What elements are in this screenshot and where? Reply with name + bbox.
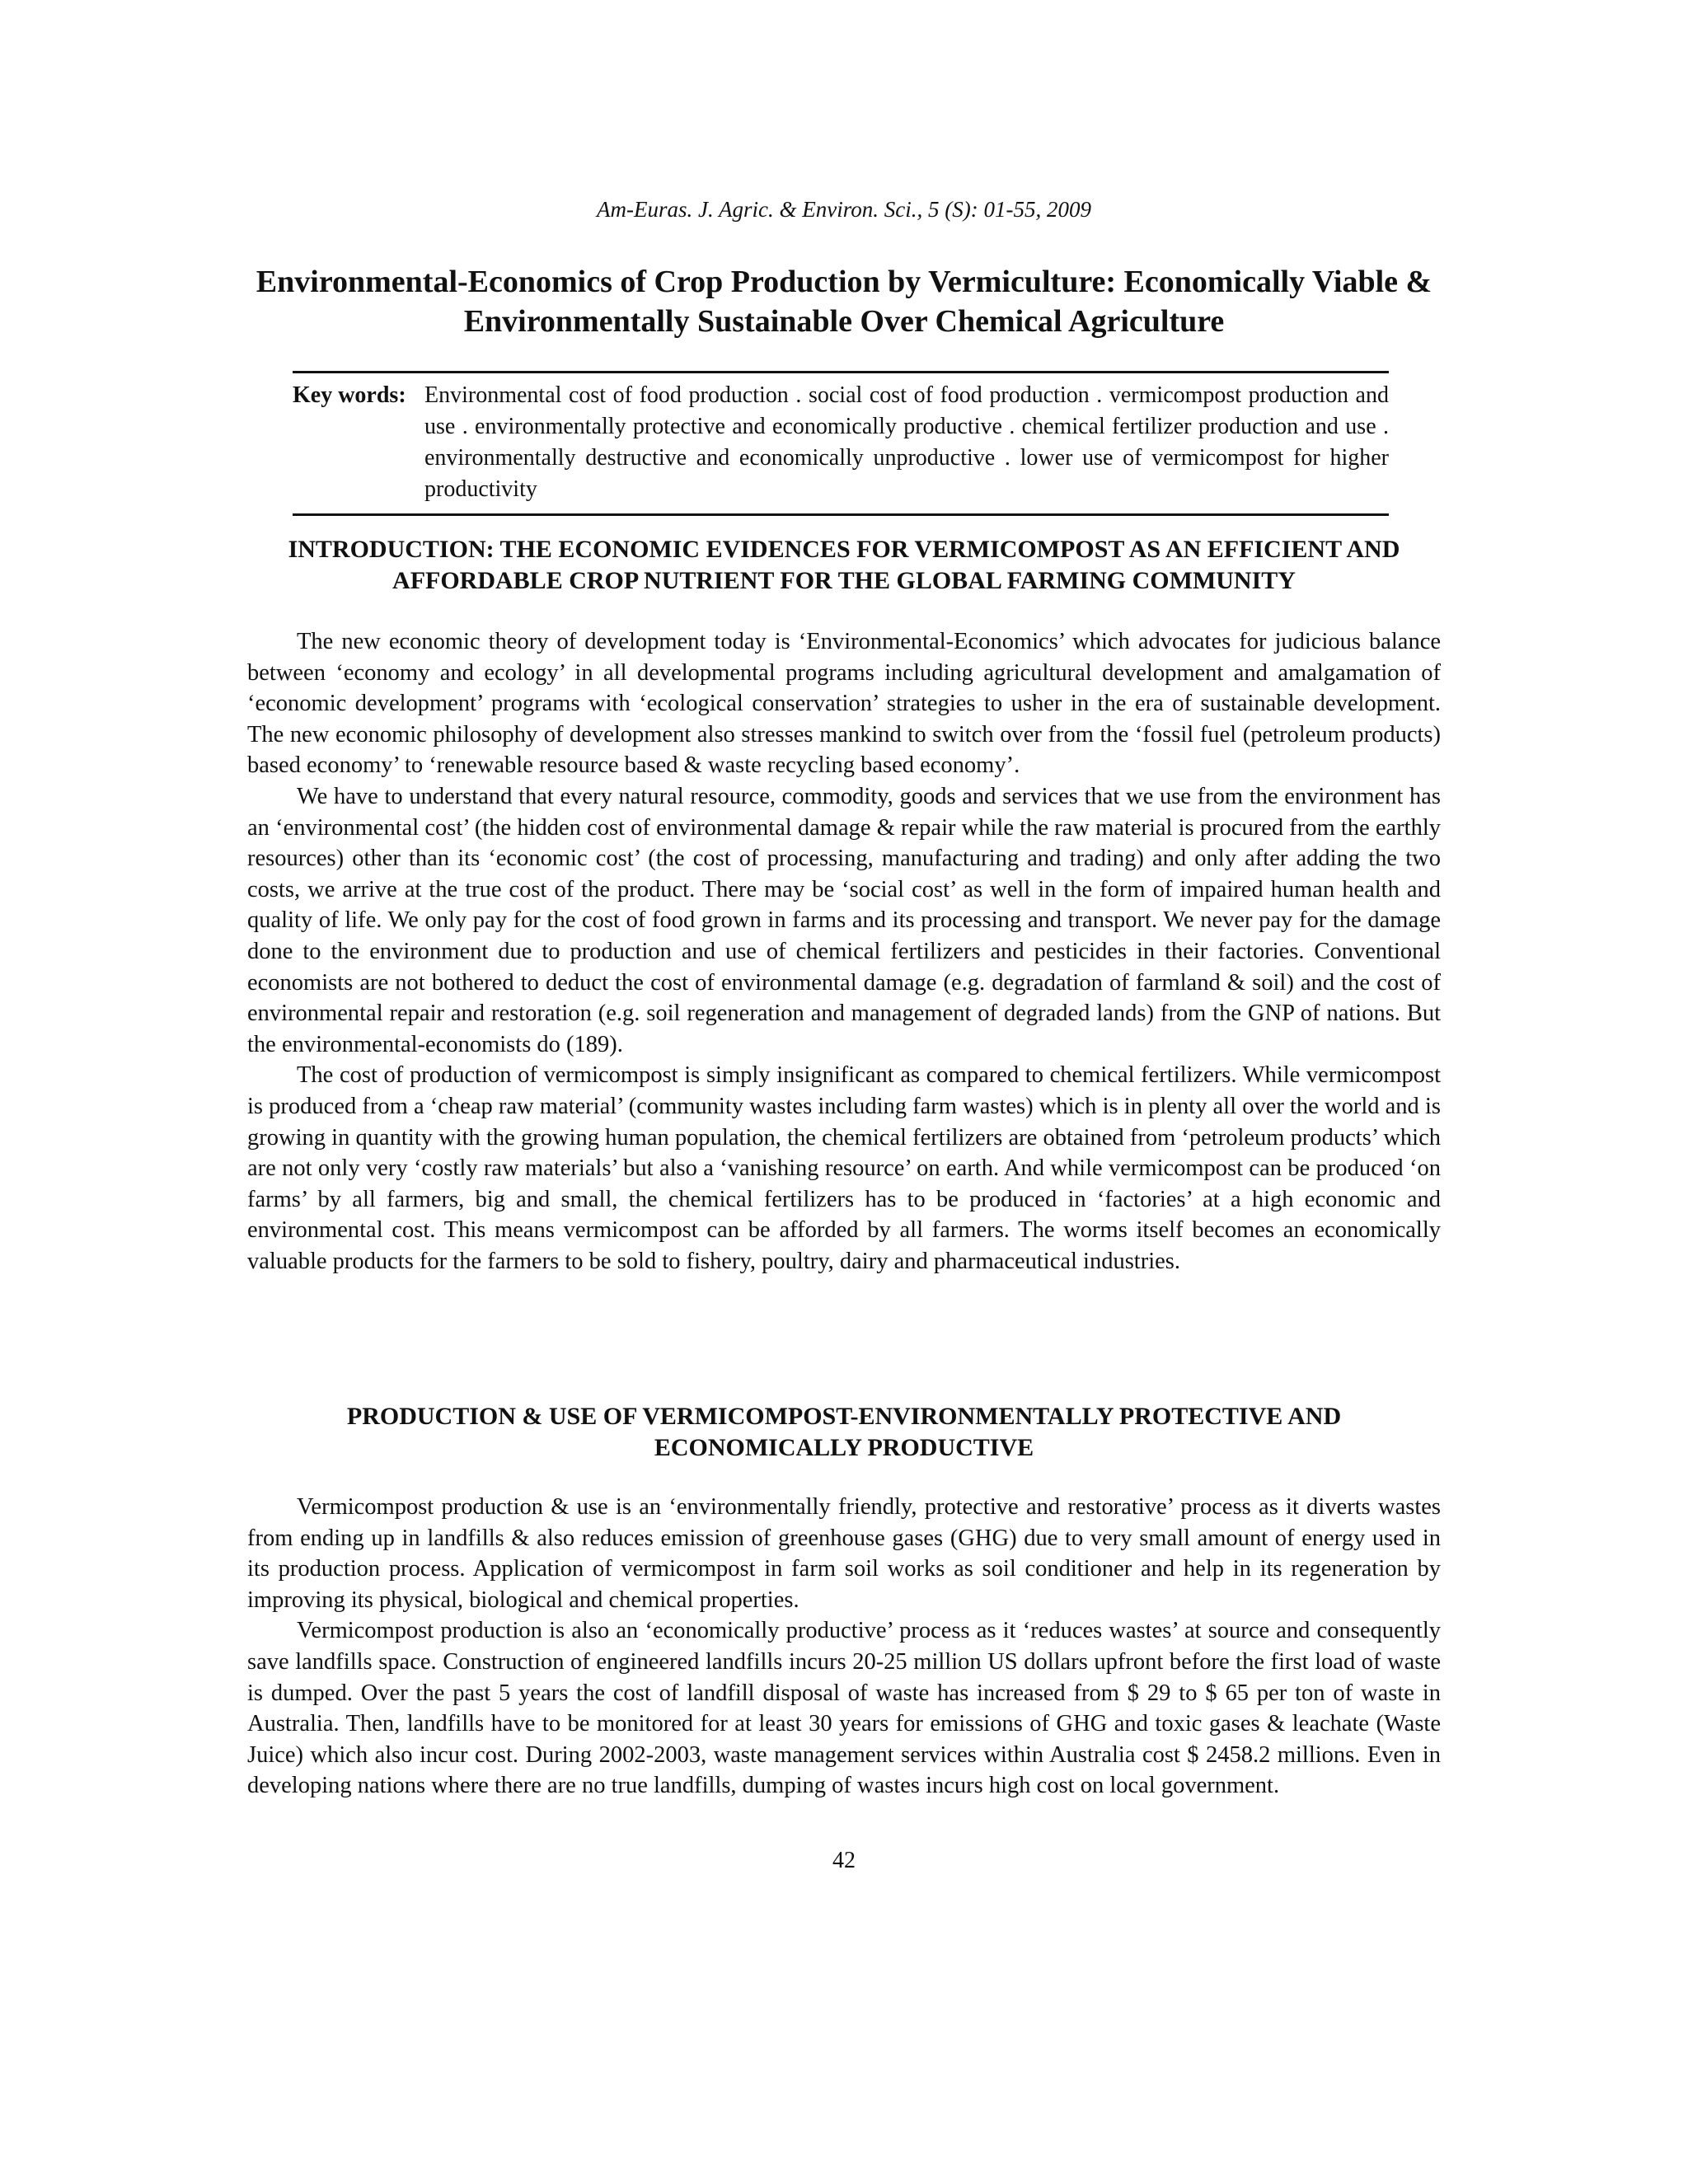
section-body-production: [247, 1492, 1441, 1802]
keywords-label: Key words:: [293, 382, 406, 408]
section-heading-introduction: INTRODUCTION: THE ECONOMIC EVIDENCES FOR VERMICOMPOST AS AN EFFICIENT AND AFFORDABLE CROP NUTRIENT FOR THE GLOBAL FARMING COMMUNITY: [288, 536, 1400, 594]
keywords-block: [293, 371, 1389, 516]
article-title: Environmental-Economics of Crop Production by Vermiculture: Economically Viable & Environmentally Sustainable Over Chemical Agriculture: [256, 265, 1432, 339]
page-number: 42: [832, 1848, 856, 1873]
section-heading-production: PRODUCTION & USE OF VERMICOMPOST-ENVIRONMENTALLY PROTECTIVE AND ECONOMICALLY PRODUCTIVE: [346, 1403, 1342, 1461]
paragraph: Vermicompost production & use is an ‘environmentally friendly, protective and restorative’ process as it diverts wastes from ending up in landfills & also reduces emission of greenhouse gases (GHG) due to very small amount of energy used in its production process. Application of vermicompost in farm soil works as soil conditioner and help in its regeneration by improving its physical, biological and chemical properties.: [247, 1494, 1441, 1613]
section-body-introduction: [247, 626, 1441, 1277]
paragraph: The cost of production of vermicompost is simply insignificant as compared to chemical fertilizers. While vermicompost is produced from a ‘cheap raw material’ (community wastes including farm wastes) which is in plenty all over the world and is growing in quantity with the growing human population, the chemical fertilizers are obtained from ‘petroleum products’ which are not only very ‘costly raw materials’ but also a ‘vanishing resource’ on earth. And while vermicompost can be produced ‘on farms’ by all farmers, big and small, the chemical fertilizers has to be produced in ‘factories’ at a high economic and environmental cost. This means vermicompost can be afforded by all farmers. The worms itself becomes an economically valuable products for the farmers to be sold to fishery, poultry, dairy and pharmaceutical industries.: [247, 1062, 1441, 1274]
paragraph: We have to understand that every natural resource, commodity, goods and services that we use from the environment has an ‘environmental cost’ (the hidden cost of environmental damage & repair while the raw material is procured from the earthly resources) other than its ‘economic cost’ (the cost of processing, manufacturing and trading) and only after adding the two costs, we arrive at the true cost of the product. There may be ‘social cost’ as well in the form of impaired human health and quality of life. We only pay for the cost of food grown in farms and its processing and transport. We never pay for the damage done to the environment due to production and use of chemical fertilizers and pesticides in their factories. Conventional economists are not bothered to deduct the cost of environmental damage (e.g. degradation of farmland & soil) and the cost of environmental repair and restoration (e.g. soil regeneration and management of degraded lands) from the GNP of nations. But the environmental-economists do (189).: [247, 783, 1441, 1057]
journal-citation: Am-Euras. J. Agric. & Environ. Sci., 5 (S): 01-55, 2009: [597, 197, 1091, 222]
paragraph: Vermicompost production is also an ‘economically productive’ process as it ‘reduces wastes’ at source and consequently save landfills space. Construction of engineered landfills incurs 20-25 million US dollars upfront before the first load of waste is dumped. Over the past 5 years the cost of landfill disposal of waste has increased from $ 29 to $ 65 per ton of waste in Australia. Then, landfills have to be monitored for at least 30 years for emissions of GHG and toxic gases & leachate (Waste Juice) which also incur cost. During 2002-2003, waste management services within Australia cost $ 2458.2 millions. Even in developing nations where there are no true landfills, dumping of wastes incurs high cost on local government.: [247, 1618, 1441, 1799]
keywords-text: Environmental cost of food production . social cost of food production . vermicompost production and use . environmentally protective and economically productive . chemical fertilizer production and use . environmentally destructive and economically unproductive . lower use of vermicompost for higher productivity: [424, 382, 1389, 502]
paragraph: The new economic theory of development today is ‘Environmental-Economics’ which advocates for judicious balance between ‘economy and ecology’ in all developmental programs including agricultural development and amalgamation of ‘economic development’ programs with ‘ecological conservation’ strategies to usher in the era of sustainable development. The new economic philosophy of development also stresses mankind to switch over from the ‘fossil fuel (petroleum products) based economy’ to ‘renewable resource based & waste recycling based economy’.: [247, 629, 1441, 779]
